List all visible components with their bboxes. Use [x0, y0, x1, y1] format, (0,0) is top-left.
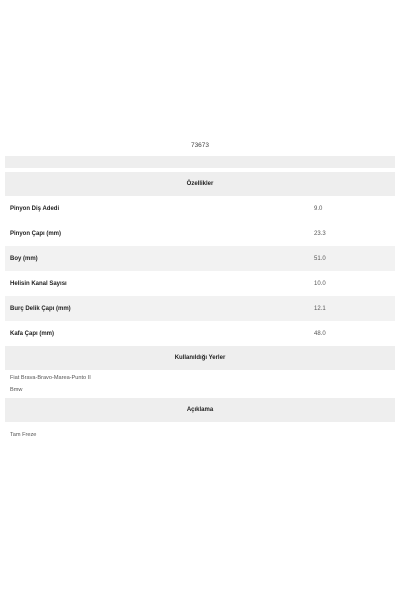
spec-value: 12.1 — [314, 305, 326, 312]
spec-row-length — [5, 246, 395, 271]
usage-section-header: Kullanıldığı Yerler — [5, 346, 395, 370]
specs-section-header: Özellikler — [5, 172, 395, 196]
spec-row-head-diameter — [5, 321, 395, 346]
spec-label: Boy (mm) — [10, 255, 38, 262]
spec-row-bushing-bore — [5, 296, 395, 321]
usage-list — [5, 370, 395, 398]
spec-label: Helisin Kanal Sayısı — [10, 280, 67, 287]
spec-row-helix-channels — [5, 271, 395, 296]
spec-value: 10.0 — [314, 280, 326, 287]
spec-value: 51.0 — [314, 255, 326, 262]
description-text: Tam Frezе — [10, 432, 37, 438]
divider-band — [5, 156, 395, 168]
spec-row-pinion-diameter — [5, 221, 395, 246]
spec-label: Pinyon Diş Adedi — [10, 205, 60, 212]
description-section-header: Açıklama — [5, 398, 395, 422]
spec-row-pinion-teeth — [5, 196, 395, 221]
spec-label: Kafa Çapı (mm) — [10, 330, 55, 337]
product-spec-sheet — [5, 134, 395, 448]
spec-label: Pinyon Çapı (mm) — [10, 230, 62, 237]
usage-item: Fiat Brava-Bravo-Marea-Punto II — [10, 375, 91, 381]
spec-value: 23.3 — [314, 230, 326, 237]
usage-item: Bmw — [10, 387, 23, 393]
spec-value: 9.0 — [314, 205, 323, 212]
spec-label: Burç Delik Çapı (mm) — [10, 305, 71, 312]
product-code: 73673 — [190, 141, 210, 149]
spec-value: 48.0 — [314, 330, 326, 337]
